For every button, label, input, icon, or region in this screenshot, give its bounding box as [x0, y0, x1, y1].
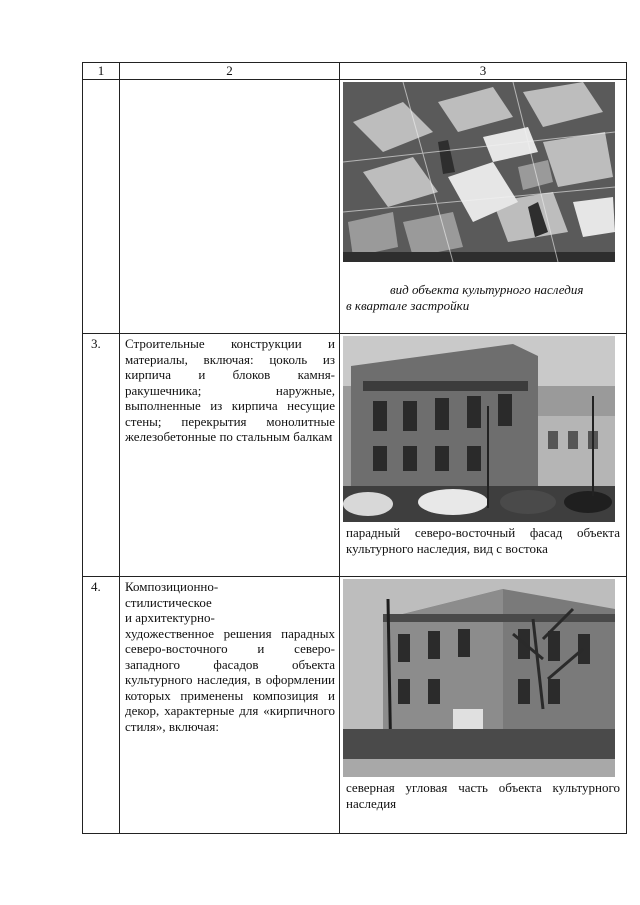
row-number [83, 80, 120, 334]
row-photo-cell [340, 577, 627, 834]
photo-caption: парадный северо-восточный фасад объекта культурного наследия, вид с востока [346, 525, 620, 556]
header-col-2: 2 [120, 63, 340, 80]
header-col-1: 1 [83, 63, 120, 80]
row-number: 4. [91, 579, 101, 594]
table-row [83, 334, 627, 577]
row-description: Композиционно- стилистическое и архитектурно- художественное решения парадных северо-восточного и северо-западного фасадов объекта культурного наследия, в оформлении которых применены композиция и декор, характерные для «кирпичного стиля», включая: [125, 579, 335, 734]
row-description: Строительные конструкции и материалы, включая: цоколь из кирпича и блоков камня-ракушечника; наружные, выполненные из кирпича несущие стены; перекрытия монолитные железобетонные по стальным балкам [125, 336, 335, 444]
row-photo-cell [340, 334, 627, 577]
table-header-row [83, 63, 627, 80]
building-facade-photo [343, 336, 615, 522]
building-corner-photo [343, 579, 615, 777]
photo-caption: северная угловая часть объекта культурного наследия [346, 780, 620, 811]
header-col-3: 3 [340, 63, 627, 80]
heritage-table [82, 62, 627, 834]
aerial-city-photo [343, 82, 615, 262]
table-row [83, 577, 627, 834]
photo-caption: вид объекта культурного наследия в квартале застройки [346, 282, 584, 313]
table-row [83, 80, 627, 334]
row-number: 3. [91, 336, 101, 351]
row-photo-cell [340, 80, 627, 334]
row-description [120, 80, 340, 334]
